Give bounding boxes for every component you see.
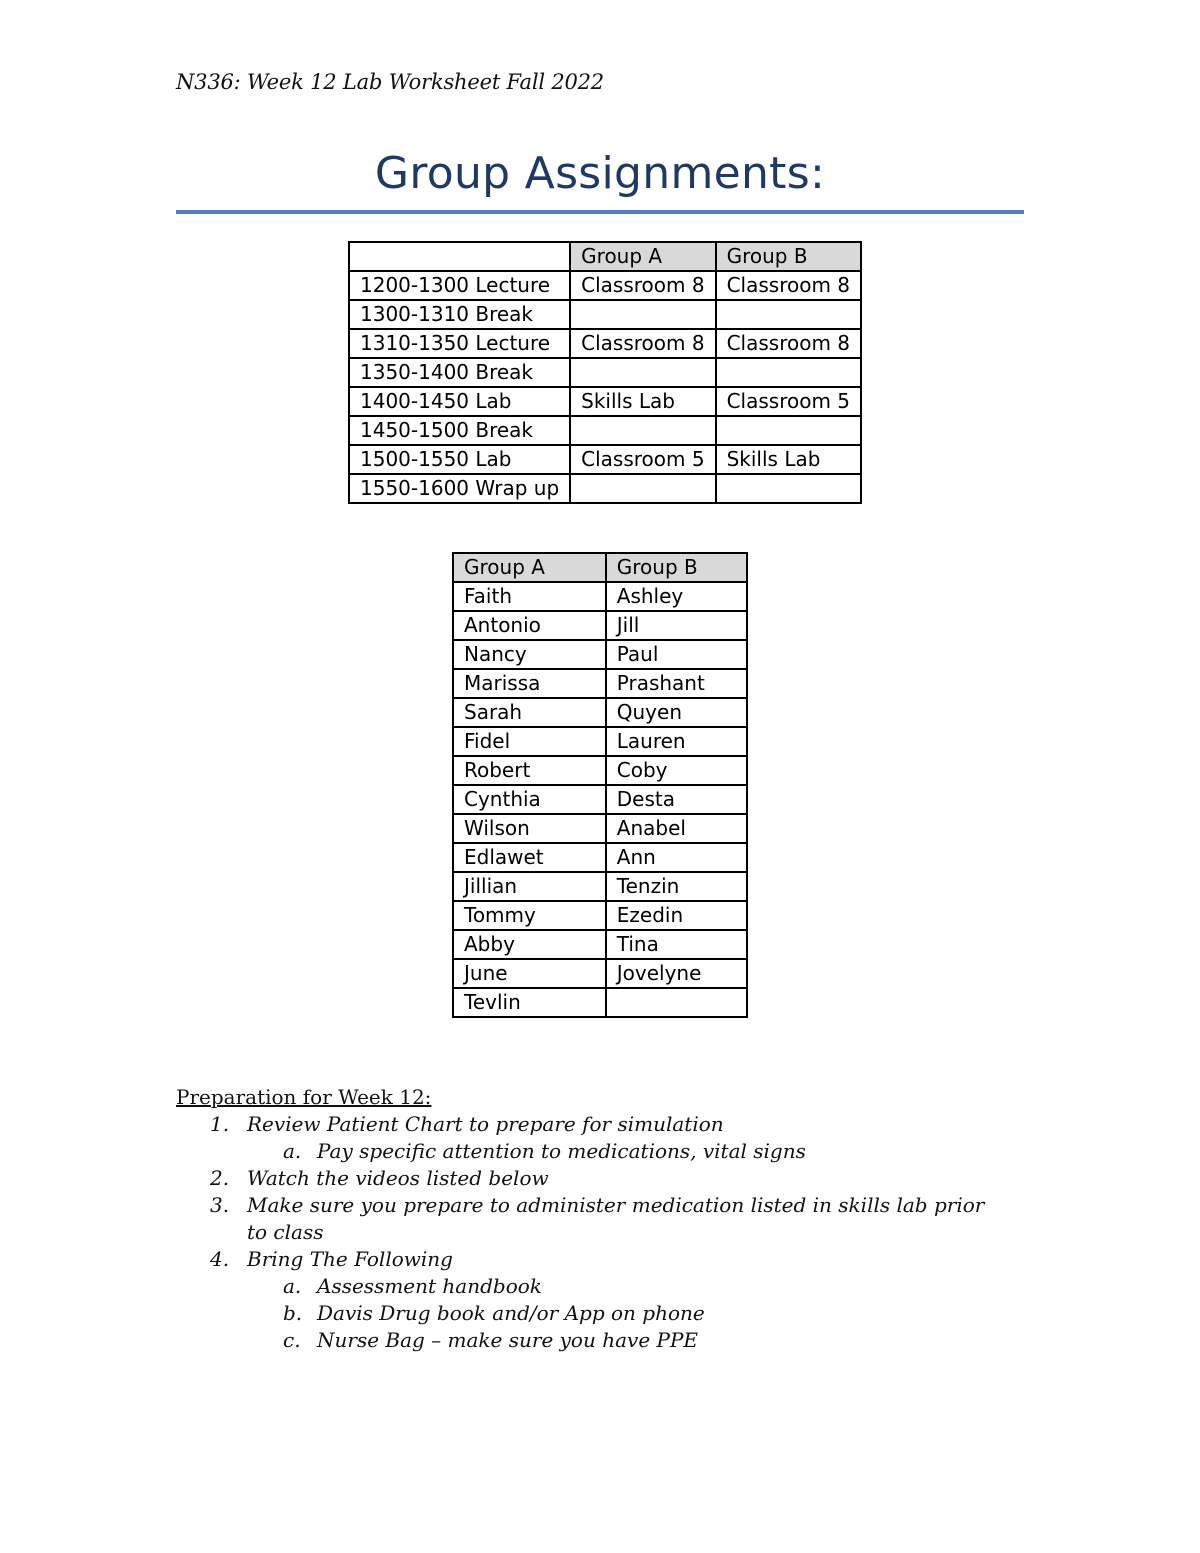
roster-table (452, 552, 748, 1018)
table-row (349, 329, 861, 358)
sub-list-letter: a. (283, 1139, 302, 1163)
roster-header-cell: Group A (453, 553, 606, 582)
student-name-cell: Edlawet (453, 843, 606, 872)
table-row (349, 474, 861, 503)
student-name-cell: Desta (606, 785, 747, 814)
student-name-cell: Ann (606, 843, 747, 872)
location-cell (570, 416, 715, 445)
location-cell: Classroom 8 (570, 329, 715, 358)
table-row (349, 271, 861, 300)
student-name-cell: Ashley (606, 582, 747, 611)
list-text: Review Patient Chart to prepare for simulation (247, 1112, 724, 1136)
table-row (453, 669, 747, 698)
student-name-cell: Faith (453, 582, 606, 611)
sub-list-text: Nurse Bag – make sure you have PPE (317, 1328, 699, 1352)
student-name-cell: Prashant (606, 669, 747, 698)
location-cell (570, 474, 715, 503)
location-cell (716, 474, 861, 503)
table-row (349, 358, 861, 387)
sub-list-text: Pay specific attention to medications, vital signs (317, 1139, 806, 1163)
schedule-header-cell: Group A (570, 242, 715, 271)
student-name-cell: Sarah (453, 698, 606, 727)
list-text: Watch the videos listed below (247, 1166, 549, 1190)
table-row (453, 611, 747, 640)
time-slot-cell: 1310-1350 Lecture (349, 329, 570, 358)
list-text: Bring The Following (247, 1247, 453, 1271)
table-row (453, 814, 747, 843)
student-name-cell: Tina (606, 930, 747, 959)
location-cell (570, 358, 715, 387)
schedule-header-row (349, 242, 861, 271)
location-cell: Classroom 8 (570, 271, 715, 300)
sub-list-item (176, 1138, 1006, 1165)
list-number: 3. (210, 1193, 230, 1217)
location-cell (716, 358, 861, 387)
time-slot-cell: 1400-1450 Lab (349, 387, 570, 416)
list-item (176, 1192, 1006, 1246)
list-number: 4. (210, 1247, 230, 1271)
time-slot-cell: 1550-1600 Wrap up (349, 474, 570, 503)
sub-list-letter: c. (283, 1328, 301, 1352)
title-divider (176, 210, 1024, 214)
preparation-section (176, 1083, 1006, 1354)
table-row (453, 872, 747, 901)
sub-list-item (176, 1327, 1006, 1354)
location-cell (716, 300, 861, 329)
student-name-cell: Paul (606, 640, 747, 669)
list-number: 2. (210, 1166, 230, 1190)
sub-list-letter: b. (283, 1301, 303, 1325)
student-name-cell: Tommy (453, 901, 606, 930)
sub-list-text: Assessment handbook (317, 1274, 542, 1298)
student-name-cell: Tenzin (606, 872, 747, 901)
student-name-cell: Jill (606, 611, 747, 640)
table-row (453, 785, 747, 814)
student-name-cell: Wilson (453, 814, 606, 843)
time-slot-cell: 1300-1310 Break (349, 300, 570, 329)
student-name-cell: Ezedin (606, 901, 747, 930)
table-row (349, 416, 861, 445)
time-slot-cell: 1200-1300 Lecture (349, 271, 570, 300)
student-name-cell: Fidel (453, 727, 606, 756)
student-name-cell: Cynthia (453, 785, 606, 814)
student-name-cell: Coby (606, 756, 747, 785)
student-name-cell: Abby (453, 930, 606, 959)
time-slot-cell: 1500-1550 Lab (349, 445, 570, 474)
student-name-cell: June (453, 959, 606, 988)
location-cell (570, 300, 715, 329)
student-name-cell: Quyen (606, 698, 747, 727)
document-header: N336: Week 12 Lab Worksheet Fall 2022 (176, 70, 604, 94)
sub-list-item (176, 1300, 1006, 1327)
time-slot-cell: 1350-1400 Break (349, 358, 570, 387)
table-row (453, 698, 747, 727)
student-name-cell: Lauren (606, 727, 747, 756)
list-item (176, 1111, 1006, 1138)
list-item (176, 1165, 1006, 1192)
student-name-cell: Anabel (606, 814, 747, 843)
table-row (453, 930, 747, 959)
preparation-list (176, 1111, 1006, 1354)
student-name-cell: Tevlin (453, 988, 606, 1017)
table-row (453, 843, 747, 872)
table-row (453, 756, 747, 785)
schedule-header-cell: Group B (716, 242, 861, 271)
location-cell: Classroom 5 (570, 445, 715, 474)
time-slot-cell: 1450-1500 Break (349, 416, 570, 445)
preparation-title: Preparation for Week 12: (176, 1085, 432, 1109)
list-number: 1. (210, 1112, 230, 1136)
location-cell: Skills Lab (716, 445, 861, 474)
table-row (453, 640, 747, 669)
schedule-table (348, 241, 862, 504)
student-name-cell: Jovelyne (606, 959, 747, 988)
schedule-header-cell (349, 242, 570, 271)
table-row (349, 300, 861, 329)
table-row (453, 727, 747, 756)
list-text: Make sure you prepare to administer medication listed in skills lab prior to class (247, 1193, 985, 1244)
student-name-cell: Marissa (453, 669, 606, 698)
table-row (349, 445, 861, 474)
table-row (453, 901, 747, 930)
roster-header-row (453, 553, 747, 582)
table-row (453, 582, 747, 611)
student-name-cell: Jillian (453, 872, 606, 901)
roster-header-cell: Group B (606, 553, 747, 582)
student-name-cell: Nancy (453, 640, 606, 669)
table-row (349, 387, 861, 416)
location-cell: Classroom 8 (716, 329, 861, 358)
student-name-cell: Antonio (453, 611, 606, 640)
page-title: Group Assignments: (374, 148, 826, 199)
location-cell: Classroom 5 (716, 387, 861, 416)
student-name-cell: Robert (453, 756, 606, 785)
table-row (453, 988, 747, 1017)
list-item (176, 1246, 1006, 1273)
sub-list-letter: a. (283, 1274, 302, 1298)
student-name-cell (606, 988, 747, 1017)
location-cell: Classroom 8 (716, 271, 861, 300)
sub-list-item (176, 1273, 1006, 1300)
location-cell: Skills Lab (570, 387, 715, 416)
table-row (453, 959, 747, 988)
location-cell (716, 416, 861, 445)
sub-list-text: Davis Drug book and/or App on phone (317, 1301, 705, 1325)
